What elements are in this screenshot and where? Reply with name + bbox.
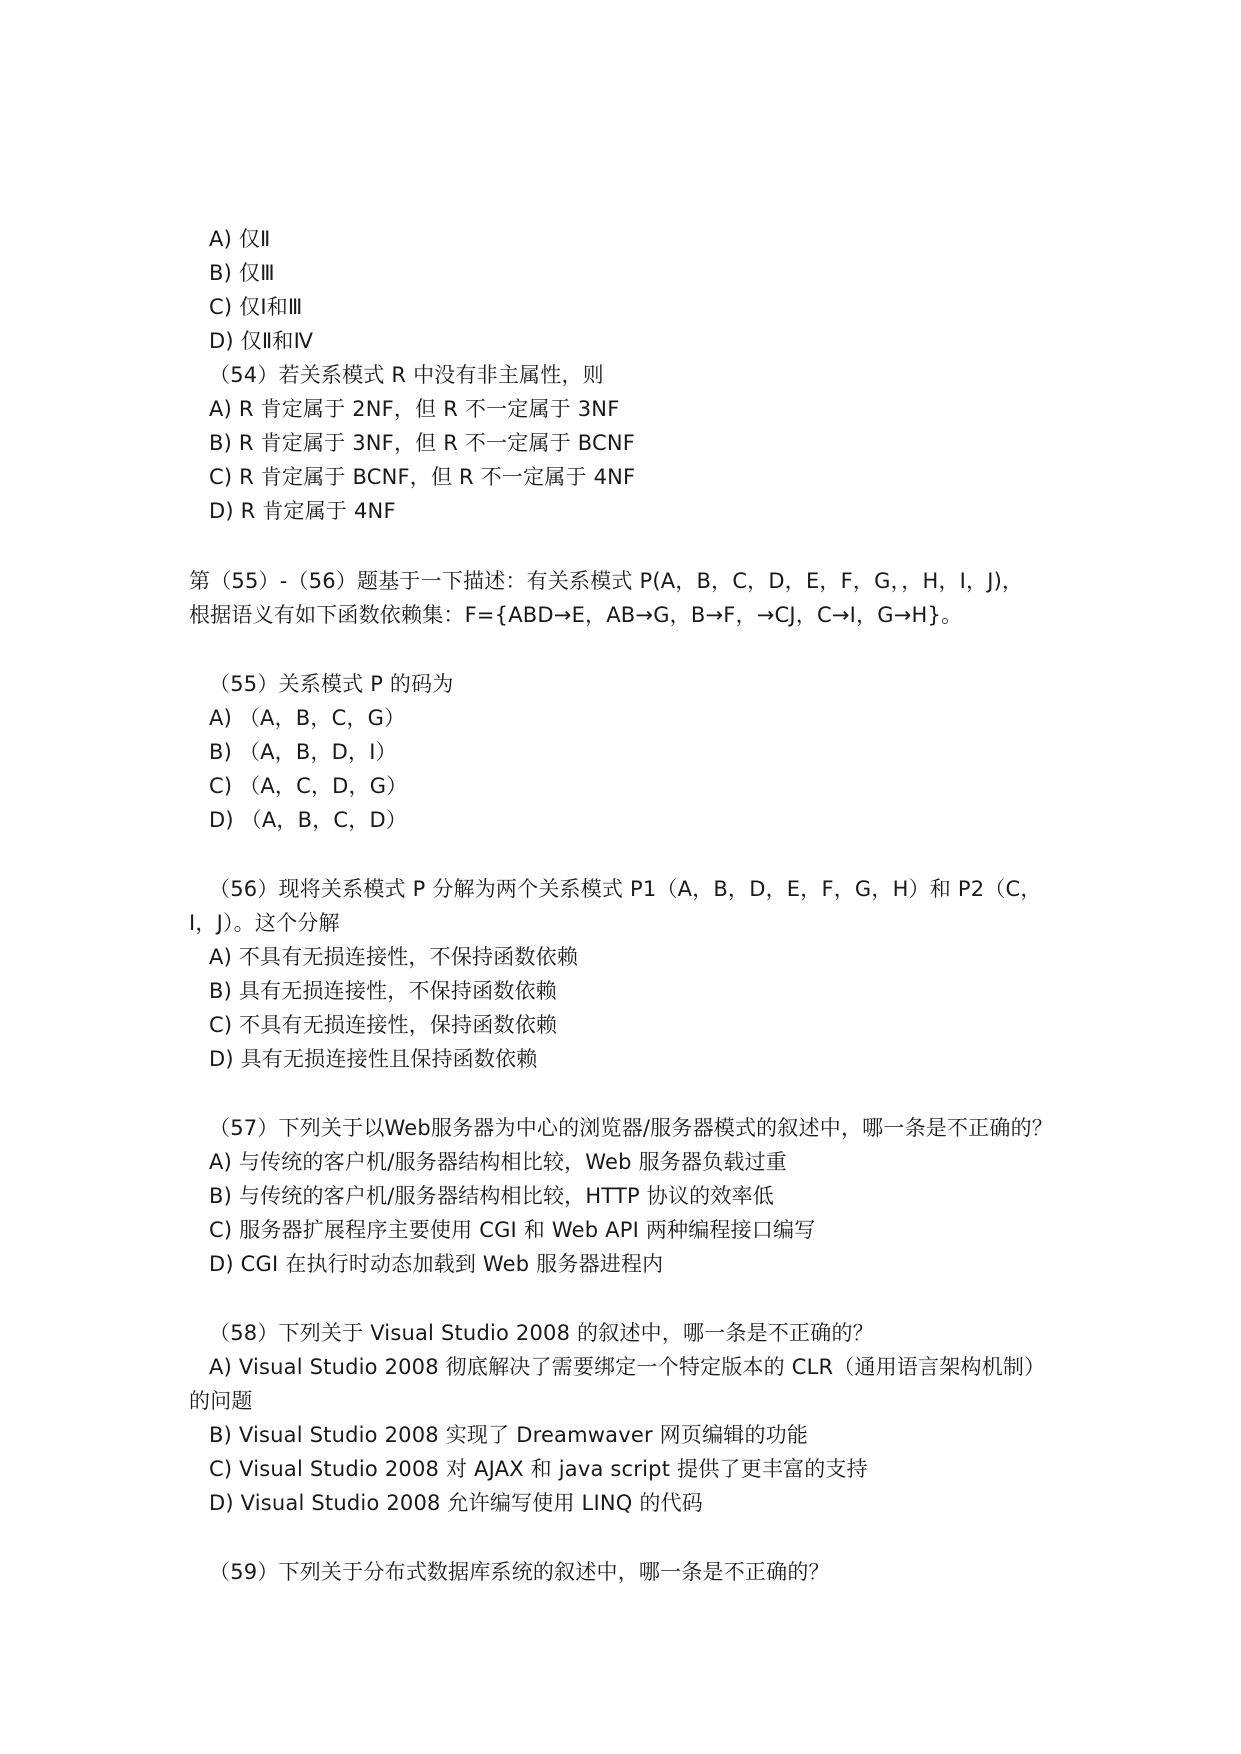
- q59-stem: （59）下列关于分布式数据库系统的叙述中，哪一条是不正确的？: [209, 1560, 830, 1584]
- q54-option-d: D) R 肯定属于 4NF: [209, 499, 396, 523]
- q53-option-c: C) 仅Ⅰ和Ⅲ: [209, 295, 303, 319]
- q56-option-b: B) 具有无损连接性，不保持函数依赖: [209, 979, 557, 1003]
- intro-line-2: 根据语义有如下函数依赖集：F={ABD→E，AB→G，B→F，→CJ，C→I，G→H}。: [189, 603, 963, 627]
- q56-stem-line-1: （56）现将关系模式 P 分解为两个关系模式 P1（A，B，D，E，F，G，H）和 P2（C，: [209, 877, 1042, 901]
- q53-option-a: A) 仅Ⅱ: [209, 227, 271, 251]
- q57-stem: （57）下列关于以Web服务器为中心的浏览器/服务器模式的叙述中，哪一条是不正确的？: [209, 1116, 1053, 1140]
- q54-option-c: C) R 肯定属于 BCNF，但 R 不一定属于 4NF: [209, 465, 636, 489]
- q55-option-c: C) （A，C，D，G）: [209, 774, 408, 798]
- q55-option-d: D) （A，B，C，D）: [209, 808, 408, 832]
- q57-option-d: D) CGI 在执行时动态加载到 Web 服务器进程内: [209, 1252, 664, 1276]
- q58-stem: （58）下列关于 Visual Studio 2008 的叙述中，哪一条是不正确的？: [209, 1321, 874, 1345]
- q58-option-d: D) Visual Studio 2008 允许编写使用 LINQ 的代码: [209, 1491, 703, 1515]
- intro-line-1: 第（55）-（56）题基于一下描述：有关系模式 P(A，B，C，D，E，F，G，，H，I，J)，: [189, 569, 1024, 593]
- q57-option-b: B) 与传统的客户机/服务器结构相比较，HTTP 协议的效率低: [209, 1184, 774, 1208]
- q54-option-b: B) R 肯定属于 3NF，但 R 不一定属于 BCNF: [209, 431, 636, 455]
- q55-option-b: B) （A，B，D，I）: [209, 740, 397, 764]
- q54-stem: （54）若关系模式 R 中没有非主属性，则: [209, 363, 604, 387]
- q54-option-a: A) R 肯定属于 2NF，但 R 不一定属于 3NF: [209, 397, 620, 421]
- q58-option-a-line-1: A) Visual Studio 2008 彻底解决了需要绑定一个特定版本的 CLR（通用语言架构机制）: [209, 1355, 1046, 1379]
- q55-option-a: A) （A，B，C，G）: [209, 706, 406, 730]
- q53-option-d: D) 仅Ⅱ和Ⅳ: [209, 329, 314, 353]
- q58-option-a-line-2: 的问题: [189, 1389, 253, 1413]
- q57-option-a: A) 与传统的客户机/服务器结构相比较，Web 服务器负载过重: [209, 1150, 787, 1174]
- q56-option-c: C) 不具有无损连接性，保持函数依赖: [209, 1013, 558, 1037]
- q56-stem-line-2: I，J）。这个分解: [189, 911, 340, 935]
- q56-option-a: A) 不具有无损连接性，不保持函数依赖: [209, 945, 579, 969]
- q58-option-b: B) Visual Studio 2008 实现了 Dreamwaver 网页编辑的功能: [209, 1423, 809, 1447]
- q56-option-d: D) 具有无损连接性且保持函数依赖: [209, 1047, 538, 1071]
- q55-stem: （55）关系模式 P 的码为: [209, 672, 454, 696]
- q57-option-c: C) 服务器扩展程序主要使用 CGI 和 Web API 两种编程接口编写: [209, 1218, 816, 1242]
- q58-option-c: C) Visual Studio 2008 对 AJAX 和 java script 提供了更丰富的支持: [209, 1457, 868, 1481]
- q53-option-b: B) 仅Ⅲ: [209, 261, 275, 285]
